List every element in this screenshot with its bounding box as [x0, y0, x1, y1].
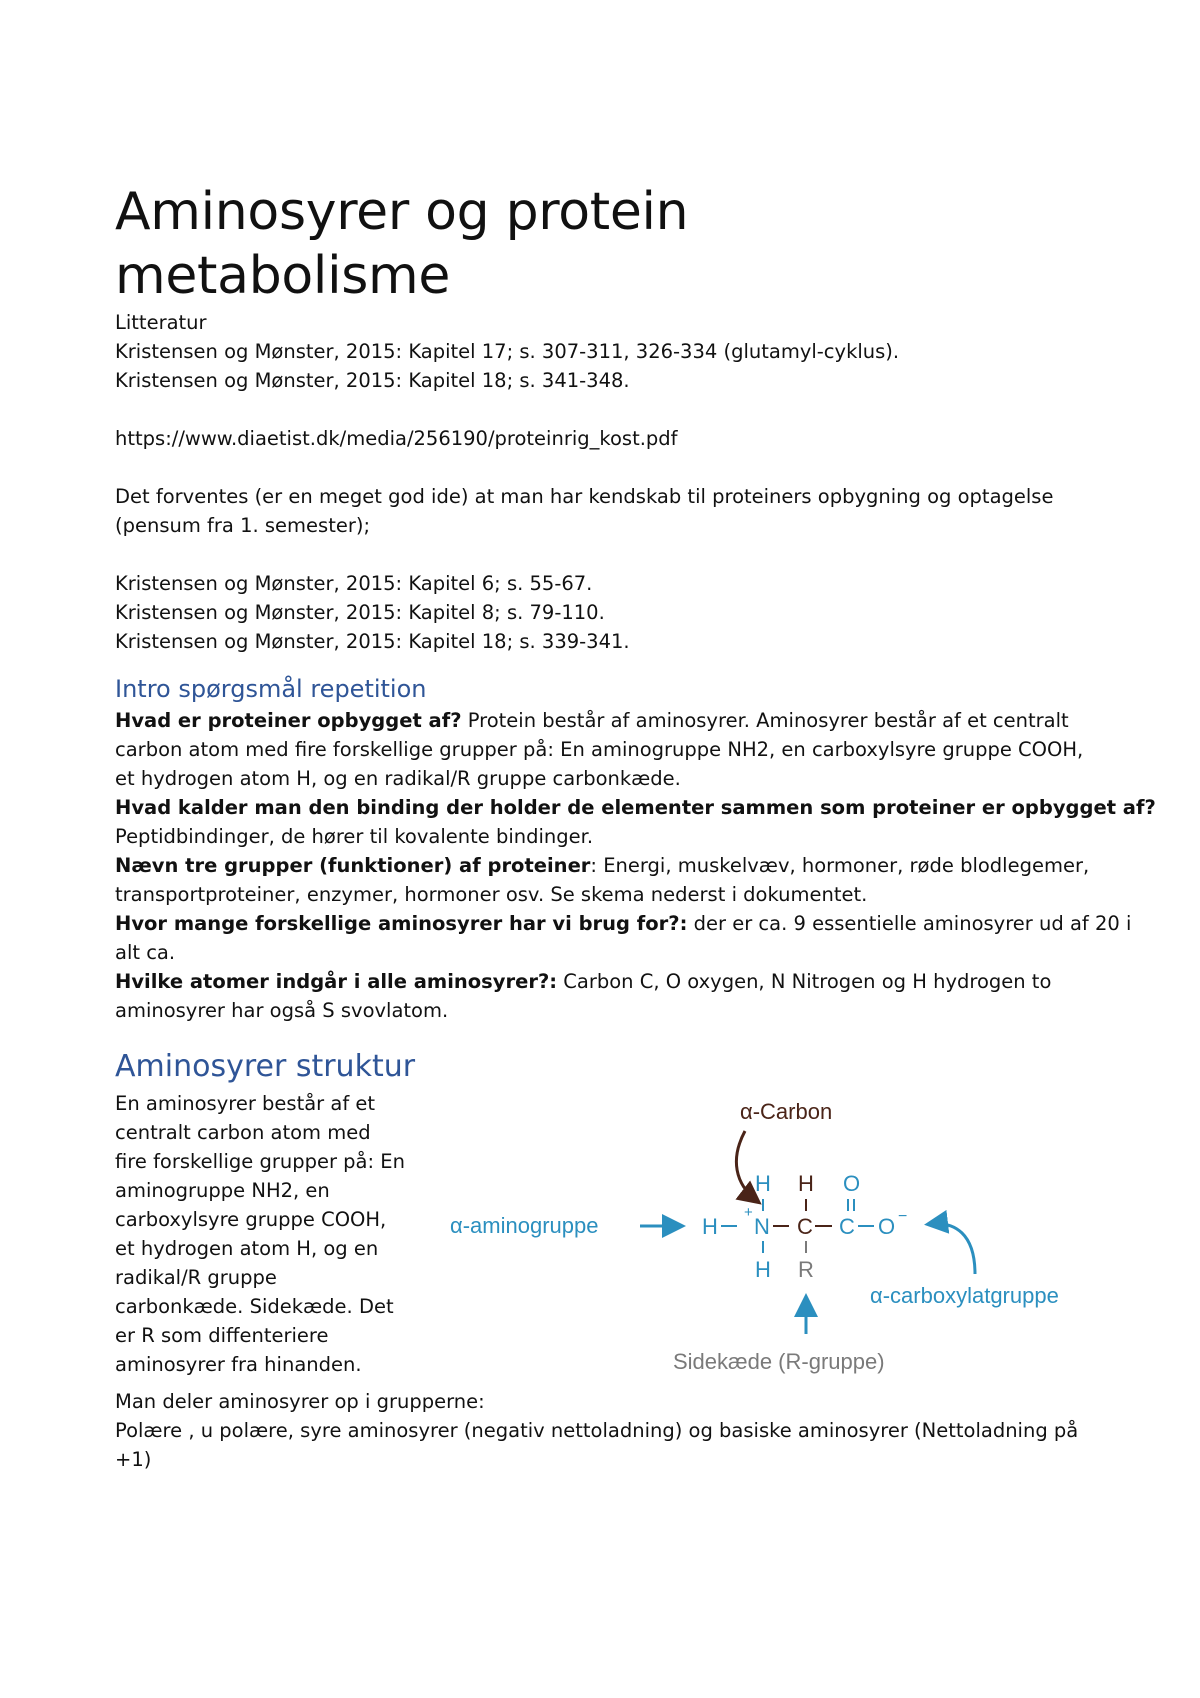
structure-line: aminosyrer fra hinanden.: [115, 1353, 362, 1376]
answer-1-line: et hydrogen atom H, og en radikal/R gruppe carbonkæde.: [115, 767, 681, 790]
grouping-section: [115, 1387, 1095, 1474]
question-1: Hvad er proteiner opbygget af?: [115, 709, 462, 732]
document-page: [115, 180, 1156, 1474]
question-2: Hvad kalder man den binding der holder de elementer sammen som proteiner er opbygget af?: [115, 796, 1156, 819]
atom-h-top-n: H: [755, 1171, 771, 1196]
structure-line: carbonkæde. Sidekæde. Det: [115, 1295, 394, 1318]
answer-4: der er ca. 9 essentielle aminosyrer ud af 20 i: [687, 912, 1132, 935]
atom-o-top: O: [843, 1171, 861, 1196]
answer-3: : Energi, muskelvæv, hormoner, røde blodlegemer,: [590, 854, 1090, 877]
atom-h-top-c: H: [798, 1171, 814, 1196]
literature-ref: Kristensen og Mønster, 2015: Kapitel 8; s. 79-110.: [115, 601, 605, 624]
literature-ref: Kristensen og Mønster, 2015: Kapitel 17; s. 307-311, 326-334 (glutamyl-cyklus).: [115, 340, 900, 363]
atom-n: N: [754, 1214, 770, 1239]
structure-line: er R som diffenteriere: [115, 1324, 329, 1347]
grouping-line: Polære , u polære, syre aminosyrer (negativ nettoladning) og basiske aminosyrer (Nettoladning på: [115, 1419, 1079, 1442]
answer-5-line: aminosyrer har også S svovlatom.: [115, 999, 449, 1022]
atom-h-bottom: H: [755, 1257, 771, 1282]
literature-heading: Litteratur: [115, 311, 207, 334]
atom-c-alpha: C: [797, 1214, 813, 1239]
structure-line: centralt carbon atom med: [115, 1121, 371, 1144]
structure-line: fire forskellige grupper på: En: [115, 1150, 405, 1173]
grouping-line: Man deler aminosyrer op i grupperne:: [115, 1390, 485, 1413]
aminogruppe-label: α-aminogruppe: [450, 1213, 599, 1238]
atom-h-left: H: [702, 1214, 718, 1239]
structure-text: [115, 1089, 405, 1379]
atom-o-minus: O: [878, 1214, 896, 1239]
sidechain-label: Sidekæde (R-gruppe): [673, 1349, 885, 1374]
answer-1: Protein består af aminosyrer. Aminosyrer består af et centralt: [461, 709, 1069, 732]
question-5: Hvilke atomer indgår i alle aminosyrer?:: [115, 970, 558, 993]
document-title: [115, 180, 1095, 308]
structure-line: et hydrogen atom H, og en: [115, 1237, 379, 1260]
expectation-text: Det forventes (er en meget god ide) at man har kendskab til proteiners opbygning og optagelse: [115, 485, 1054, 508]
plus-charge: +: [744, 1204, 753, 1221]
question-4: Hvor mange forskellige aminosyrer har vi brug for?:: [115, 912, 688, 935]
minus-charge: −: [898, 1208, 908, 1225]
grouping-line: +1): [115, 1448, 152, 1471]
literature-ref: Kristensen og Mønster, 2015: Kapitel 18; s. 341-348.: [115, 369, 630, 392]
title-line-2: metabolisme: [115, 246, 451, 306]
structure-section: [115, 1089, 1095, 1387]
alpha-carbon-label: α-Carbon: [740, 1099, 833, 1124]
answer-5: Carbon C, O oxygen, N Nitrogen og H hydrogen to: [557, 970, 1052, 993]
answer-2: Peptidbindinger, de hører til kovalente bindinger.: [115, 825, 594, 848]
answer-1-line: carbon atom med fire forskellige grupper på: En aminogruppe NH2, en carboxylsyre gruppe COOH,: [115, 738, 1084, 761]
carboxylat-arrow: [930, 1224, 975, 1274]
literature-url[interactable]: https://www.diaetist.dk/media/256190/proteinrig_kost.pdf: [115, 427, 678, 450]
amino-acid-structure-diagram: [415, 1089, 1115, 1389]
title-line-1: Aminosyrer og protein: [115, 182, 689, 242]
structure-line: aminogruppe NH2, en: [115, 1179, 330, 1202]
literature-section: [115, 308, 1095, 656]
structure-line: radikal/R gruppe: [115, 1266, 277, 1289]
alpha-carbon-arrow: [736, 1131, 757, 1201]
carboxylat-label: α-carboxylatgruppe: [870, 1283, 1059, 1308]
intro-section: [115, 706, 1156, 1025]
literature-ref: Kristensen og Mønster, 2015: Kapitel 18; s. 339-341.: [115, 630, 630, 653]
structure-line: En aminosyrer består af et: [115, 1092, 376, 1115]
answer-3-line: transportproteiner, enzymer, hormoner osv. Se skema nederst i dokumentet.: [115, 883, 868, 906]
literature-ref: Kristensen og Mønster, 2015: Kapitel 6; s. 55-67.: [115, 572, 593, 595]
structure-heading: Aminosyrer struktur: [115, 1049, 416, 1084]
answer-4-line: alt ca.: [115, 941, 176, 964]
atom-r: R: [798, 1257, 814, 1282]
structure-line: carboxylsyre gruppe COOH,: [115, 1208, 387, 1231]
expectation-text: (pensum fra 1. semester);: [115, 514, 371, 537]
intro-heading: Intro spørgsmål repetition: [115, 675, 427, 703]
atom-c-carboxyl: C: [839, 1214, 855, 1239]
question-3: Nævn tre grupper (funktioner) af proteiner: [115, 854, 591, 877]
